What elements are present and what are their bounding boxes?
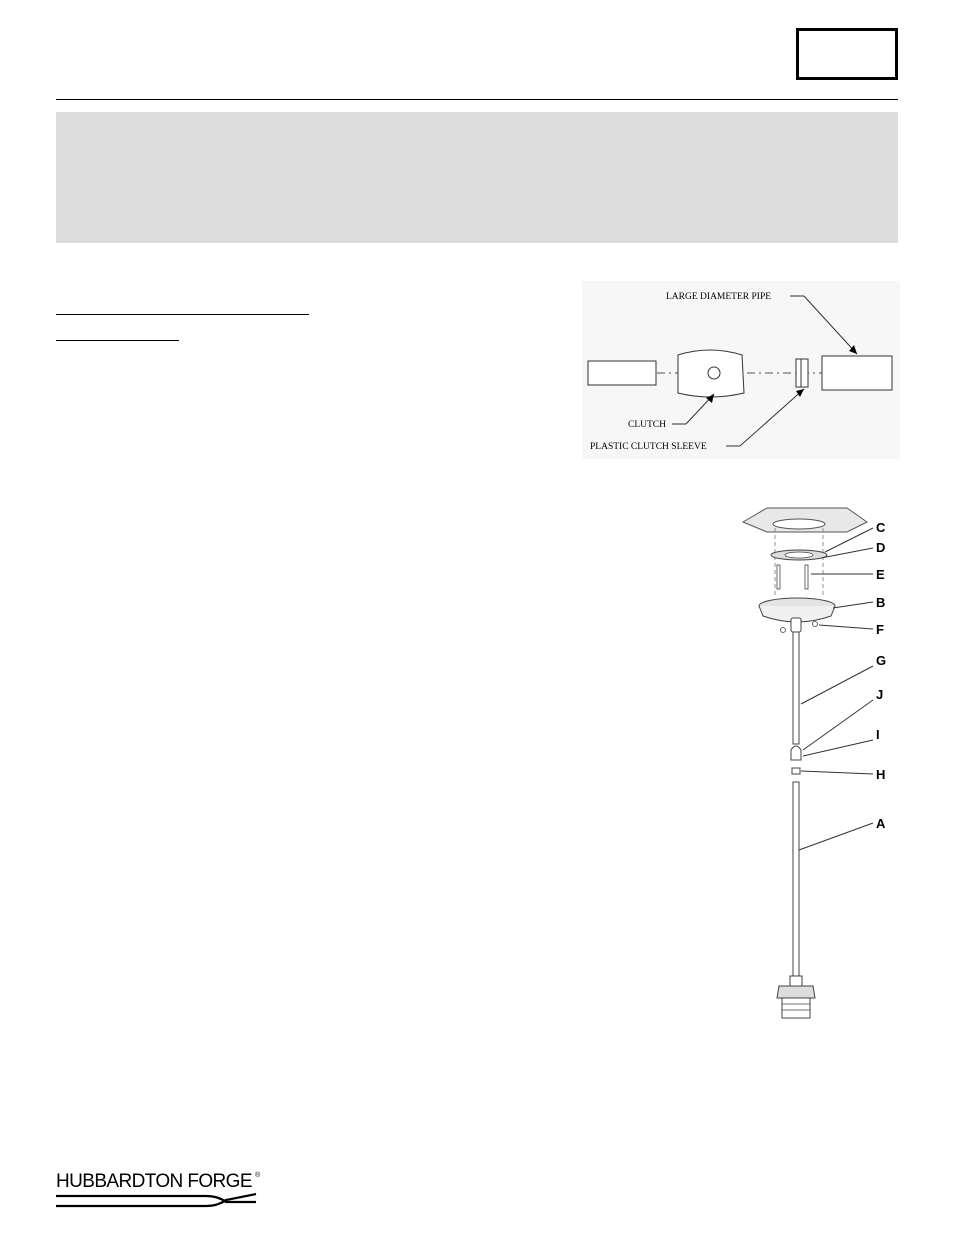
- coupler: [791, 746, 801, 760]
- lower-stem: [793, 782, 799, 978]
- section-heading-underline: [56, 314, 309, 315]
- header-rule: [56, 99, 898, 100]
- trademark-symbol: ®: [255, 1172, 261, 1179]
- small-pipe: [588, 361, 656, 385]
- upper-stem: [793, 632, 799, 744]
- part-label-i: I: [876, 727, 880, 742]
- screw-left: [777, 565, 780, 589]
- assembly-diagram: [735, 498, 900, 1033]
- section-subheading-underline: [56, 340, 179, 341]
- screw-right: [805, 565, 808, 589]
- part-label-d: D: [876, 540, 886, 555]
- part-label-j: J: [876, 687, 884, 702]
- clutch-hole: [708, 367, 720, 379]
- brand-name: HUBBARDTON FORGE: [56, 1171, 252, 1192]
- label-plastic-sleeve: PLASTIC CLUTCH SLEEVE: [590, 442, 707, 452]
- part-label-e: E: [876, 567, 885, 582]
- part-label-c: C: [876, 520, 886, 535]
- part-label-h: H: [876, 767, 886, 782]
- coupling-nut: [792, 768, 800, 774]
- title-banner: [56, 112, 898, 243]
- part-label-g: G: [876, 653, 887, 668]
- hubbardton-forge-logo: [56, 1168, 266, 1212]
- socket-nut: [777, 986, 815, 998]
- clutch-diagram: [582, 281, 900, 459]
- label-clutch: CLUTCH: [628, 420, 666, 430]
- part-label-b: B: [876, 595, 886, 610]
- large-pipe: [822, 356, 892, 390]
- part-label-a: A: [876, 816, 886, 831]
- label-large-pipe: LARGE DIAMETER PIPE: [666, 292, 772, 302]
- part-label-f: F: [876, 622, 884, 637]
- page-number-box: [796, 28, 898, 80]
- clutch-sleeve: [796, 359, 808, 387]
- socket: [782, 998, 810, 1018]
